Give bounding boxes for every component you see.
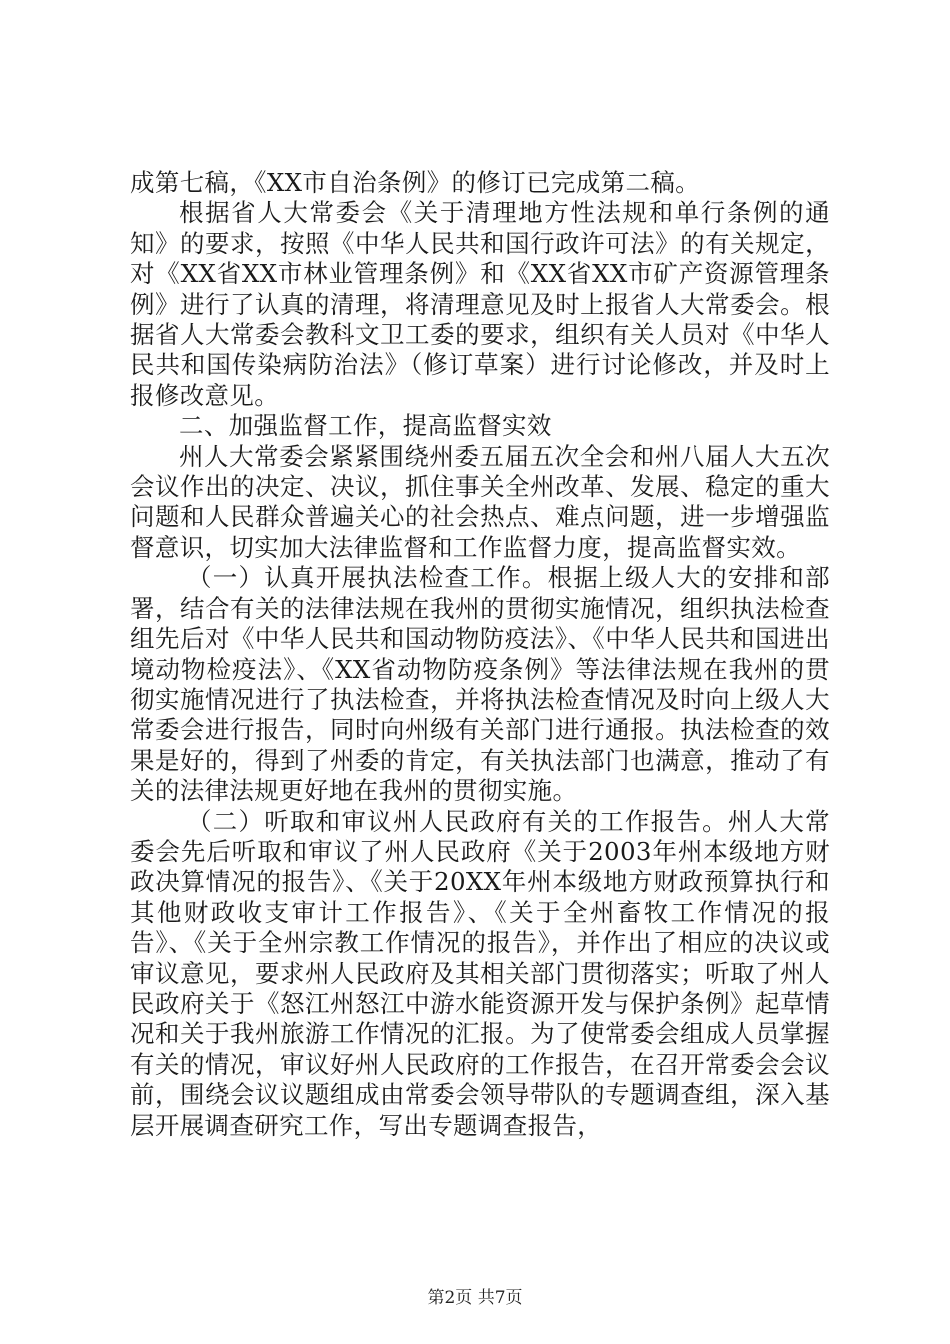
paragraph-law-enforcement-inspection: （一）认真开展执法检查工作。根据上级人大的安排和部署，结合有关的法律法规在我州的贯彻实施情况，组织执法检查组先后对《中华人民共和国动物防疫法》、《中华人民共和国进出境动物检疫法》、《XX省动物防疫条例》等法律法规在我州的贯彻实施情况进行了执法检查，并将执法检查情况及时向上级人大常委会进行报告，同时向州级有关部门进行通报。执法检查的效果是好的，得到了州委的肯定，有关执法部门也满意，推动了有关的法律法规更好地在我州的贯彻实施。 bbox=[130, 563, 830, 806]
document-body bbox=[130, 168, 830, 1141]
paragraph-continuation: 成第七稿，《XX市自治条例》的修订已完成第二稿。 bbox=[130, 168, 701, 197]
paragraph-government-reports: （二）听取和审议州人民政府有关的工作报告。州人大常委会先后听取和审议了州人民政府《关于2003年州本级地方财政决算情况的报告》、《关于20XX年州本级地方财政预算执行和其他财政收支审计工作报告》、《关于全州畜牧工作情况的报告》、《关于全州宗教工作情况的报告》，并作出了相应的决议或审议意见，要求州人民政府及其相关部门贯彻落实；听取了州人民政府关于《怒江州怒江中游水能资源开发与保护条例》起草情况和关于我州旅游工作情况的汇报。为了使常委会组成人员掌握有关的情况，审议好州人民政府的工作报告，在召开常委会会议前，围绕会议议题组成由常委会领导带队的专题调查组，深入基层开展调查研究工作，写出专题调查报告， bbox=[130, 806, 830, 1140]
paragraph-regulation-cleanup: 根据省人大常委会《关于清理地方性法规和单行条例的通知》的要求，按照《中华人民共和国行政许可法》的有关规定，对《XX省XX市林业管理条例》和《XX省XX市矿产资源管理条例》进行了认真的清理，将清理意见及时上报省人大常委会。根据省人大常委会教科文卫工委的要求，组织有关人员对《中华人民共和国传染病防治法》（修订草案）进行讨论修改，并及时上报修改意见。 bbox=[130, 198, 830, 410]
paragraph-supervision-intro: 州人大常委会紧紧围绕州委五届五次全会和州八届人大五次会议作出的决定、决议，抓住事关全州改革、发展、稳定的重大问题和人民群众普遍关心的社会热点、难点问题，进一步增强监督意识，切实加大法律监督和工作监督力度，提高监督实效。 bbox=[130, 441, 830, 562]
page-number-footer: 第2页 共7页 bbox=[427, 1288, 523, 1308]
section-heading-supervision: 二、加强监督工作，提高监督实效 bbox=[179, 411, 552, 441]
